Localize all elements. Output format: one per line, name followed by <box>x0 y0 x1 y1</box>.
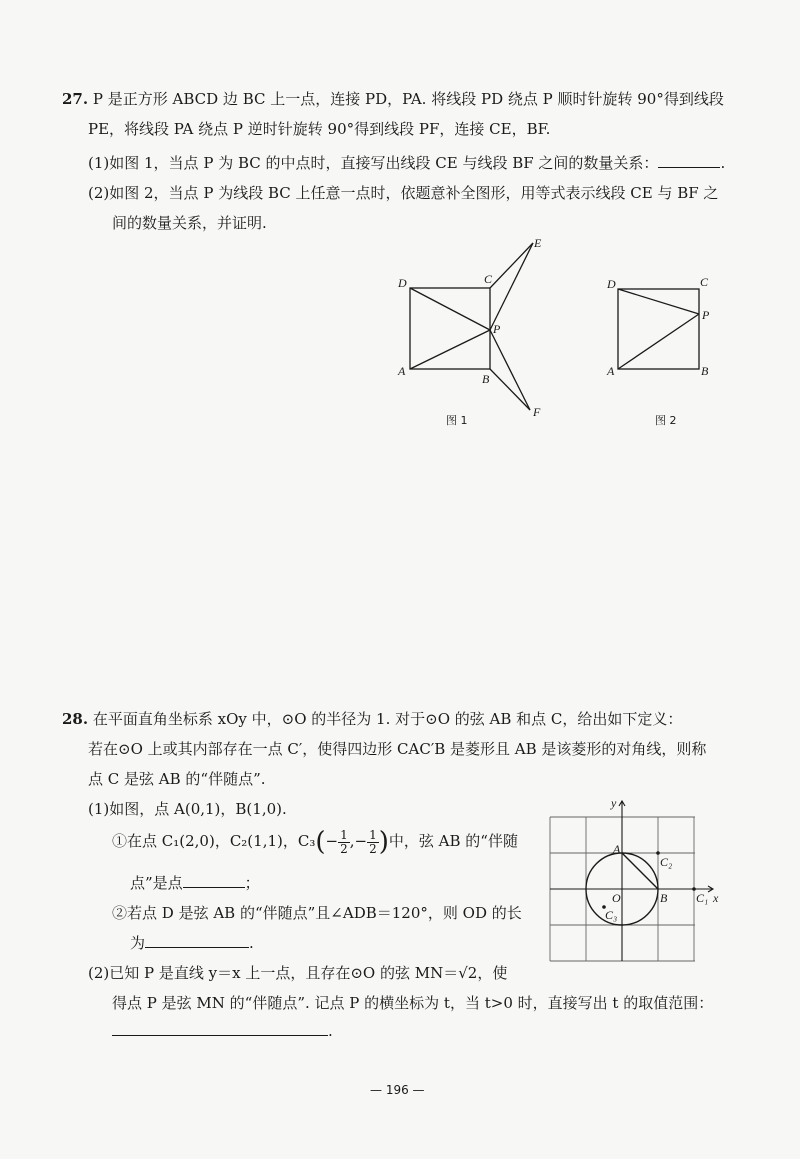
fig1-label-E: E <box>534 236 542 250</box>
q28-sub2-answer-blank[interactable] <box>145 947 249 948</box>
fig2-label-B: B <box>701 364 709 378</box>
fig1-segment-PE <box>490 243 533 330</box>
fig2-label-D: D <box>607 277 616 291</box>
graph-label-O: O <box>612 891 621 905</box>
q28-stem-line3: 点 C 是弦 AB 的“伴随点”. <box>88 770 266 788</box>
graph-label-B: B <box>660 891 668 905</box>
q27-stem-line1: 27. P 是正方形 ABCD 边 BC 上一点，连接 PD，PA. 将线段 PD 绕点 P 顺时针旋转 90°得到线段 <box>62 90 724 108</box>
fig1-label-F: F <box>533 405 541 419</box>
fig1-segment-PD <box>410 288 490 330</box>
graph-label-A: A <box>613 842 621 856</box>
q28-sub2-line1: ②若点 D 是弦 AB 的“伴随点”且∠ADB＝120°，则 OD 的长 <box>112 904 522 922</box>
q27-figure-1 <box>390 235 560 435</box>
fig1-label-P: P <box>493 322 501 336</box>
fig1-label-B: B <box>482 372 490 386</box>
q28-part2-line1: (2)已知 P 是直线 y＝x 上一点，且存在⊙O 的弦 MN＝√2，使 <box>88 964 508 982</box>
q27-part2-line2: 间的数量关系，并证明. <box>112 214 267 232</box>
fraction-half-2: $\frac{1}{2}$ <box>369 827 377 856</box>
q28-sub1-line1: ①在点 C₁(2,0)，C₂(1,1)，C₃(− $\frac{1}{2}$ ,− $\frac{1}{2}$ )中，弦 AB 的“伴随 <box>112 827 518 857</box>
q28-sub1-line2: 点”是点 ； <box>130 874 260 892</box>
fig1-segment-CE <box>490 243 533 288</box>
fig2-label-C: C <box>700 275 709 289</box>
fraction-half-1: $\frac{1}{2}$ <box>340 827 348 856</box>
q28-part2-line2: 得点 P 是弦 MN 的“伴随点”. 记点 P 的横坐标为 t，当 t>0 时，直接写出 t 的取值范围： <box>112 994 714 1012</box>
q27-part2-line1: (2)如图 2，当点 P 为线段 BC 上任意一点时，依题意补全图形，用等式表示线段 CE 与 BF 之 <box>88 184 719 202</box>
fig1-label-A: A <box>398 364 406 378</box>
q28-part2-answer-blank[interactable] <box>112 1035 328 1036</box>
page-number: — 196 — <box>370 1083 425 1097</box>
q28-number: 28. <box>62 710 89 728</box>
graph-label-y: y <box>611 796 617 810</box>
fig2-segment-PA <box>618 314 699 369</box>
left-paren: ( <box>315 827 326 857</box>
q28-coordinate-graph <box>535 795 735 970</box>
fig2-caption: 图 2 <box>655 414 677 427</box>
q27-part1-answer-blank[interactable] <box>658 167 720 168</box>
fig1-caption: 图 1 <box>446 414 468 427</box>
q28-part1-intro: (1)如图，点 A(0,1)，B(1,0). <box>88 800 287 818</box>
q27-figure-2 <box>598 270 718 390</box>
q27-number: 27. <box>62 90 89 108</box>
fig1-segment-PA <box>410 330 490 369</box>
q27-part1: (1)如图 1，当点 P 为 BC 的中点时，直接写出线段 CE 与线段 BF 之间的数量关系： . <box>88 154 726 172</box>
graph-label-C1: C₁ <box>696 891 709 905</box>
q28-stem-line2: 若在⊙O 上或其内部存在一点 C′，使得四边形 CAC′B 是菱形且 AB 是该菱形的对角线，则称 <box>88 740 707 758</box>
fig2-label-A: A <box>607 364 615 378</box>
graph-label-C3: C₃ <box>605 908 618 922</box>
fig1-label-D: D <box>398 276 407 290</box>
q28-sub1-answer-blank[interactable] <box>183 887 245 888</box>
fig1-square <box>410 288 490 369</box>
graph-label-x: x <box>713 891 719 905</box>
q28-sub2-line2: 为 . <box>130 934 254 952</box>
q28-part2-line3: . <box>112 1020 333 1042</box>
fig1-label-C: C <box>484 272 493 286</box>
fig2-segment-PD <box>618 289 699 314</box>
graph-label-C2: C₂ <box>660 855 673 869</box>
fig2-label-P: P <box>702 308 710 322</box>
q27-stem-line2: PE，将线段 PA 绕点 P 逆时针旋转 90°得到线段 PF，连接 CE，BF. <box>88 120 551 138</box>
fig1-segment-BF <box>490 369 530 410</box>
fig1-segment-PF <box>490 330 530 410</box>
q28-stem-line1: 28. 在平面直角坐标系 xOy 中，⊙O 的半径为 1. 对于⊙O 的弦 AB 和点 C，给出如下定义： <box>62 710 683 728</box>
right-paren: ) <box>378 827 389 857</box>
